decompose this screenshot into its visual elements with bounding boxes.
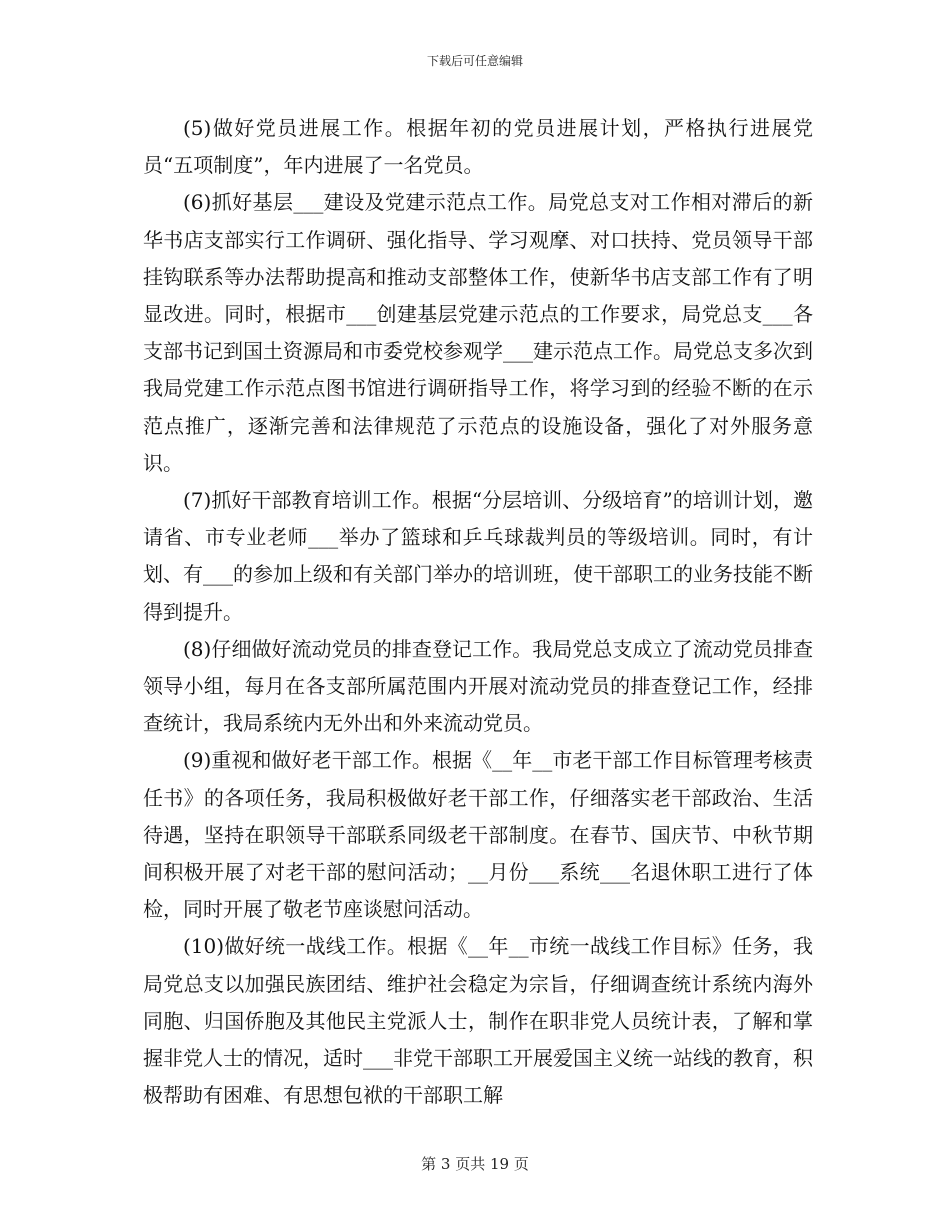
paragraph-6: (6)抓好基层___建设及党建示范点工作。局党总支对工作相对滞后的新华书店支部实行工作调研、强化指导、学习观摩、对口扶持、党员领导干部挂钩联系等办法帮助提高和推动支部整体工作，使新华书店支部工作有了明显改进。同时，根据市___创建基层党建示范点的工作要求，局党总支___各支部书记到国土资源局和市委党校参观学___建示范点工作。局党总支多次到我局党建工作示范点图书馆进行调研指导工作，将学习到的经验不断的在示范点推广，逐渐完善和法律规范了示范点的设施设备，强化了对外服务意识。 bbox=[143, 190, 813, 475]
document-body bbox=[143, 110, 813, 1114]
paragraph-7: (7)抓好干部教育培训工作。根据“分层培训、分级培育”的培训计划，邀请省、市专业老师___举办了篮球和乒乓球裁判员的等级培训。同时，有计划、有___的参加上级和有关部门举办的培训班，使干部职工的业务技能不断得到提升。 bbox=[143, 488, 813, 624]
page-number: 第 3 页共 19 页 bbox=[421, 1155, 529, 1173]
paragraph-8: (8)仔细做好流动党员的排查登记工作。我局党总支成立了流动党员排查领导小组，每月在各支部所属范围内开展对流动党员的排查登记工作，经排查统计，我局系统内无外出和外来流动党员。 bbox=[143, 636, 813, 736]
paragraph-5: (5)做好党员进展工作。根据年初的党员进展计划，严格执行进展党员“五项制度”，年内进展了一名党员。 bbox=[143, 116, 813, 178]
paragraph-10: (10)做好统一战线工作。根据《__年__市统一战线工作目标》任务，我局党总支以加强民族团结、维护社会稳定为宗旨，仔细调查统计系统内海外同胞、归国侨胞及其他民主党派人士，制作在职非党人员统计表，了解和掌握非党人士的情况，适时___非党干部职工开展爱国主义统一站线的教育，积极帮助有困难、有思想包袱的干部职工解 bbox=[143, 934, 813, 1108]
paragraph-9: (9)重视和做好老干部工作。根据《__年__市老干部工作目标管理考核责任书》的各项任务，我局积极做好老干部工作，仔细落实老干部政治、生活待遇，坚持在职领导干部联系同级老干部制度。在春节、国庆节、中秋节期间积极开展了对老干部的慰问活动；__月份___系统___名退休职工进行了体检，同时开展了敬老节座谈慰问活动。 bbox=[143, 748, 813, 922]
page-header: 下载后可任意编辑 bbox=[426, 54, 523, 68]
